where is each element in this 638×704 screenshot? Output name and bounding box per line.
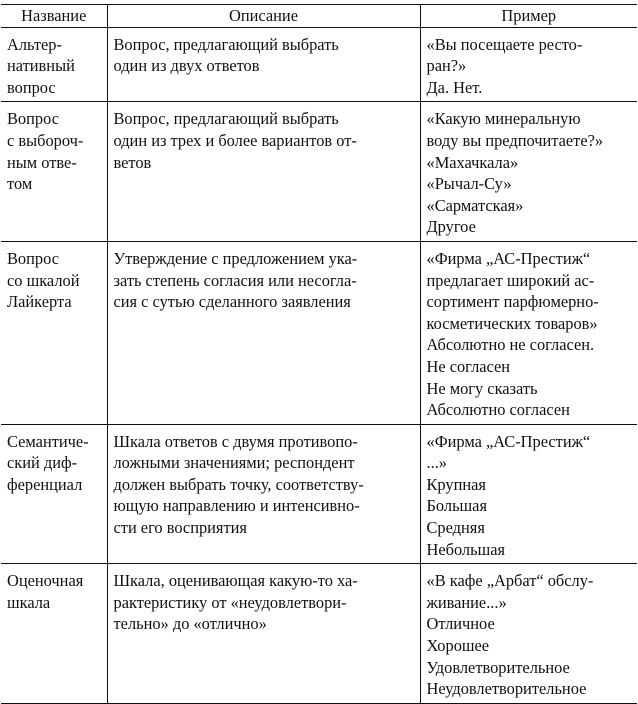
- cell-description: [107, 241, 420, 424]
- line: ференциал: [7, 474, 83, 494]
- line: вопрос: [7, 77, 56, 97]
- line: Не могу сказать: [426, 378, 538, 398]
- line: Другое: [426, 217, 476, 237]
- line: предлагает широкий ас-: [426, 270, 595, 290]
- line: Вопрос: [7, 248, 59, 268]
- cell-name: [1, 27, 107, 102]
- header-example: Пример: [420, 5, 637, 28]
- line: Да. Нет.: [426, 77, 483, 97]
- cell-name: [1, 564, 107, 704]
- cell-name: [1, 424, 107, 564]
- line: зать степень согласия или несогла-: [113, 270, 357, 290]
- cell-description: [107, 564, 420, 704]
- cell-example: [420, 27, 637, 102]
- header-name: Название: [1, 5, 107, 28]
- line: «Рычал-Су»: [426, 174, 512, 194]
- line: Вопрос, предлагающий выбрать: [113, 34, 339, 54]
- line: «Фирма „АС-Престиж“: [426, 248, 591, 268]
- line: ющую направлению и интенсивно-: [113, 496, 360, 516]
- line: ветов: [113, 152, 152, 172]
- line: Небольшая: [426, 539, 506, 559]
- line: с выбороч-: [7, 130, 84, 150]
- line: Неудовлетворительное: [426, 679, 587, 699]
- line: ложными значениями; респондент: [113, 453, 355, 473]
- line: сортимент парфюмерно-: [426, 292, 599, 312]
- line: том: [7, 174, 33, 194]
- line: ...»: [426, 453, 447, 473]
- line: сти его восприятия: [113, 518, 247, 538]
- line: Шкала ответов с двумя противопо-: [113, 431, 358, 451]
- cell-example: [420, 564, 637, 704]
- table-row: [1, 102, 637, 242]
- table-body: [1, 27, 637, 703]
- cell-description: [107, 102, 420, 242]
- cell-description: [107, 424, 420, 564]
- line: шкала: [7, 592, 51, 612]
- line: нативный: [7, 56, 75, 76]
- line: ным отве-: [7, 152, 77, 172]
- line: Оценочная: [7, 571, 84, 591]
- cell-example: [420, 241, 637, 424]
- line: косметических товаров»: [426, 313, 598, 333]
- line: ран?»: [426, 56, 467, 76]
- line: Утверждение с предложением ука-: [113, 248, 358, 268]
- line: со шкалой: [7, 270, 80, 290]
- cell-example: [420, 424, 637, 564]
- line: Большая: [426, 496, 487, 516]
- line: сия с сутью сделанного заявления: [113, 292, 351, 312]
- line: живание...»: [426, 592, 507, 612]
- line: «Фирма „АС-Престиж“: [426, 431, 591, 451]
- line: должен выбрать точку, соответству-: [113, 474, 364, 494]
- line: один из двух ответов: [113, 56, 260, 76]
- line: тельно» до «отлично»: [113, 614, 267, 634]
- line: «В кафе „Арбат“ обслу-: [426, 571, 594, 591]
- line: Лайкерта: [7, 292, 72, 312]
- cell-example: [420, 102, 637, 242]
- line: Хорошее: [426, 636, 490, 656]
- line: Абсолютно не согласен.: [426, 335, 595, 355]
- cell-description: [107, 27, 420, 102]
- line: «Какую минеральную: [426, 109, 581, 129]
- cell-name: [1, 241, 107, 424]
- line: ский диф-: [7, 453, 78, 473]
- line: Семантиче-: [7, 431, 89, 451]
- table-row: [1, 424, 637, 564]
- line: воду вы предпочитаете?»: [426, 130, 604, 150]
- line: Средняя: [426, 518, 485, 538]
- line: Крупная: [426, 474, 486, 494]
- line: «Махачкала»: [426, 152, 519, 172]
- line: Удовлетворительное: [426, 657, 570, 677]
- line: Не согласен: [426, 356, 511, 376]
- line: один из трех и более вариантов от-: [113, 130, 357, 150]
- cell-name: [1, 102, 107, 242]
- table-row: [1, 27, 637, 102]
- line: Шкала, оценивающая какую-то ха-: [113, 571, 358, 591]
- line: Абсолютно согласен: [426, 400, 570, 420]
- line: Альтер-: [7, 34, 62, 54]
- line: рактеристику от «неудовлетвори-: [113, 592, 347, 612]
- table-row: [1, 564, 637, 704]
- header-description: Описание: [107, 5, 420, 28]
- table-row: [1, 241, 637, 424]
- header-row: [1, 5, 637, 28]
- line: «Сарматская»: [426, 195, 524, 215]
- line: Отличное: [426, 614, 495, 634]
- line: Вопрос, предлагающий выбрать: [113, 109, 339, 129]
- question-types-table: [1, 4, 637, 704]
- line: Вопрос: [7, 109, 59, 129]
- line: «Вы посещаете ресто-: [426, 34, 583, 54]
